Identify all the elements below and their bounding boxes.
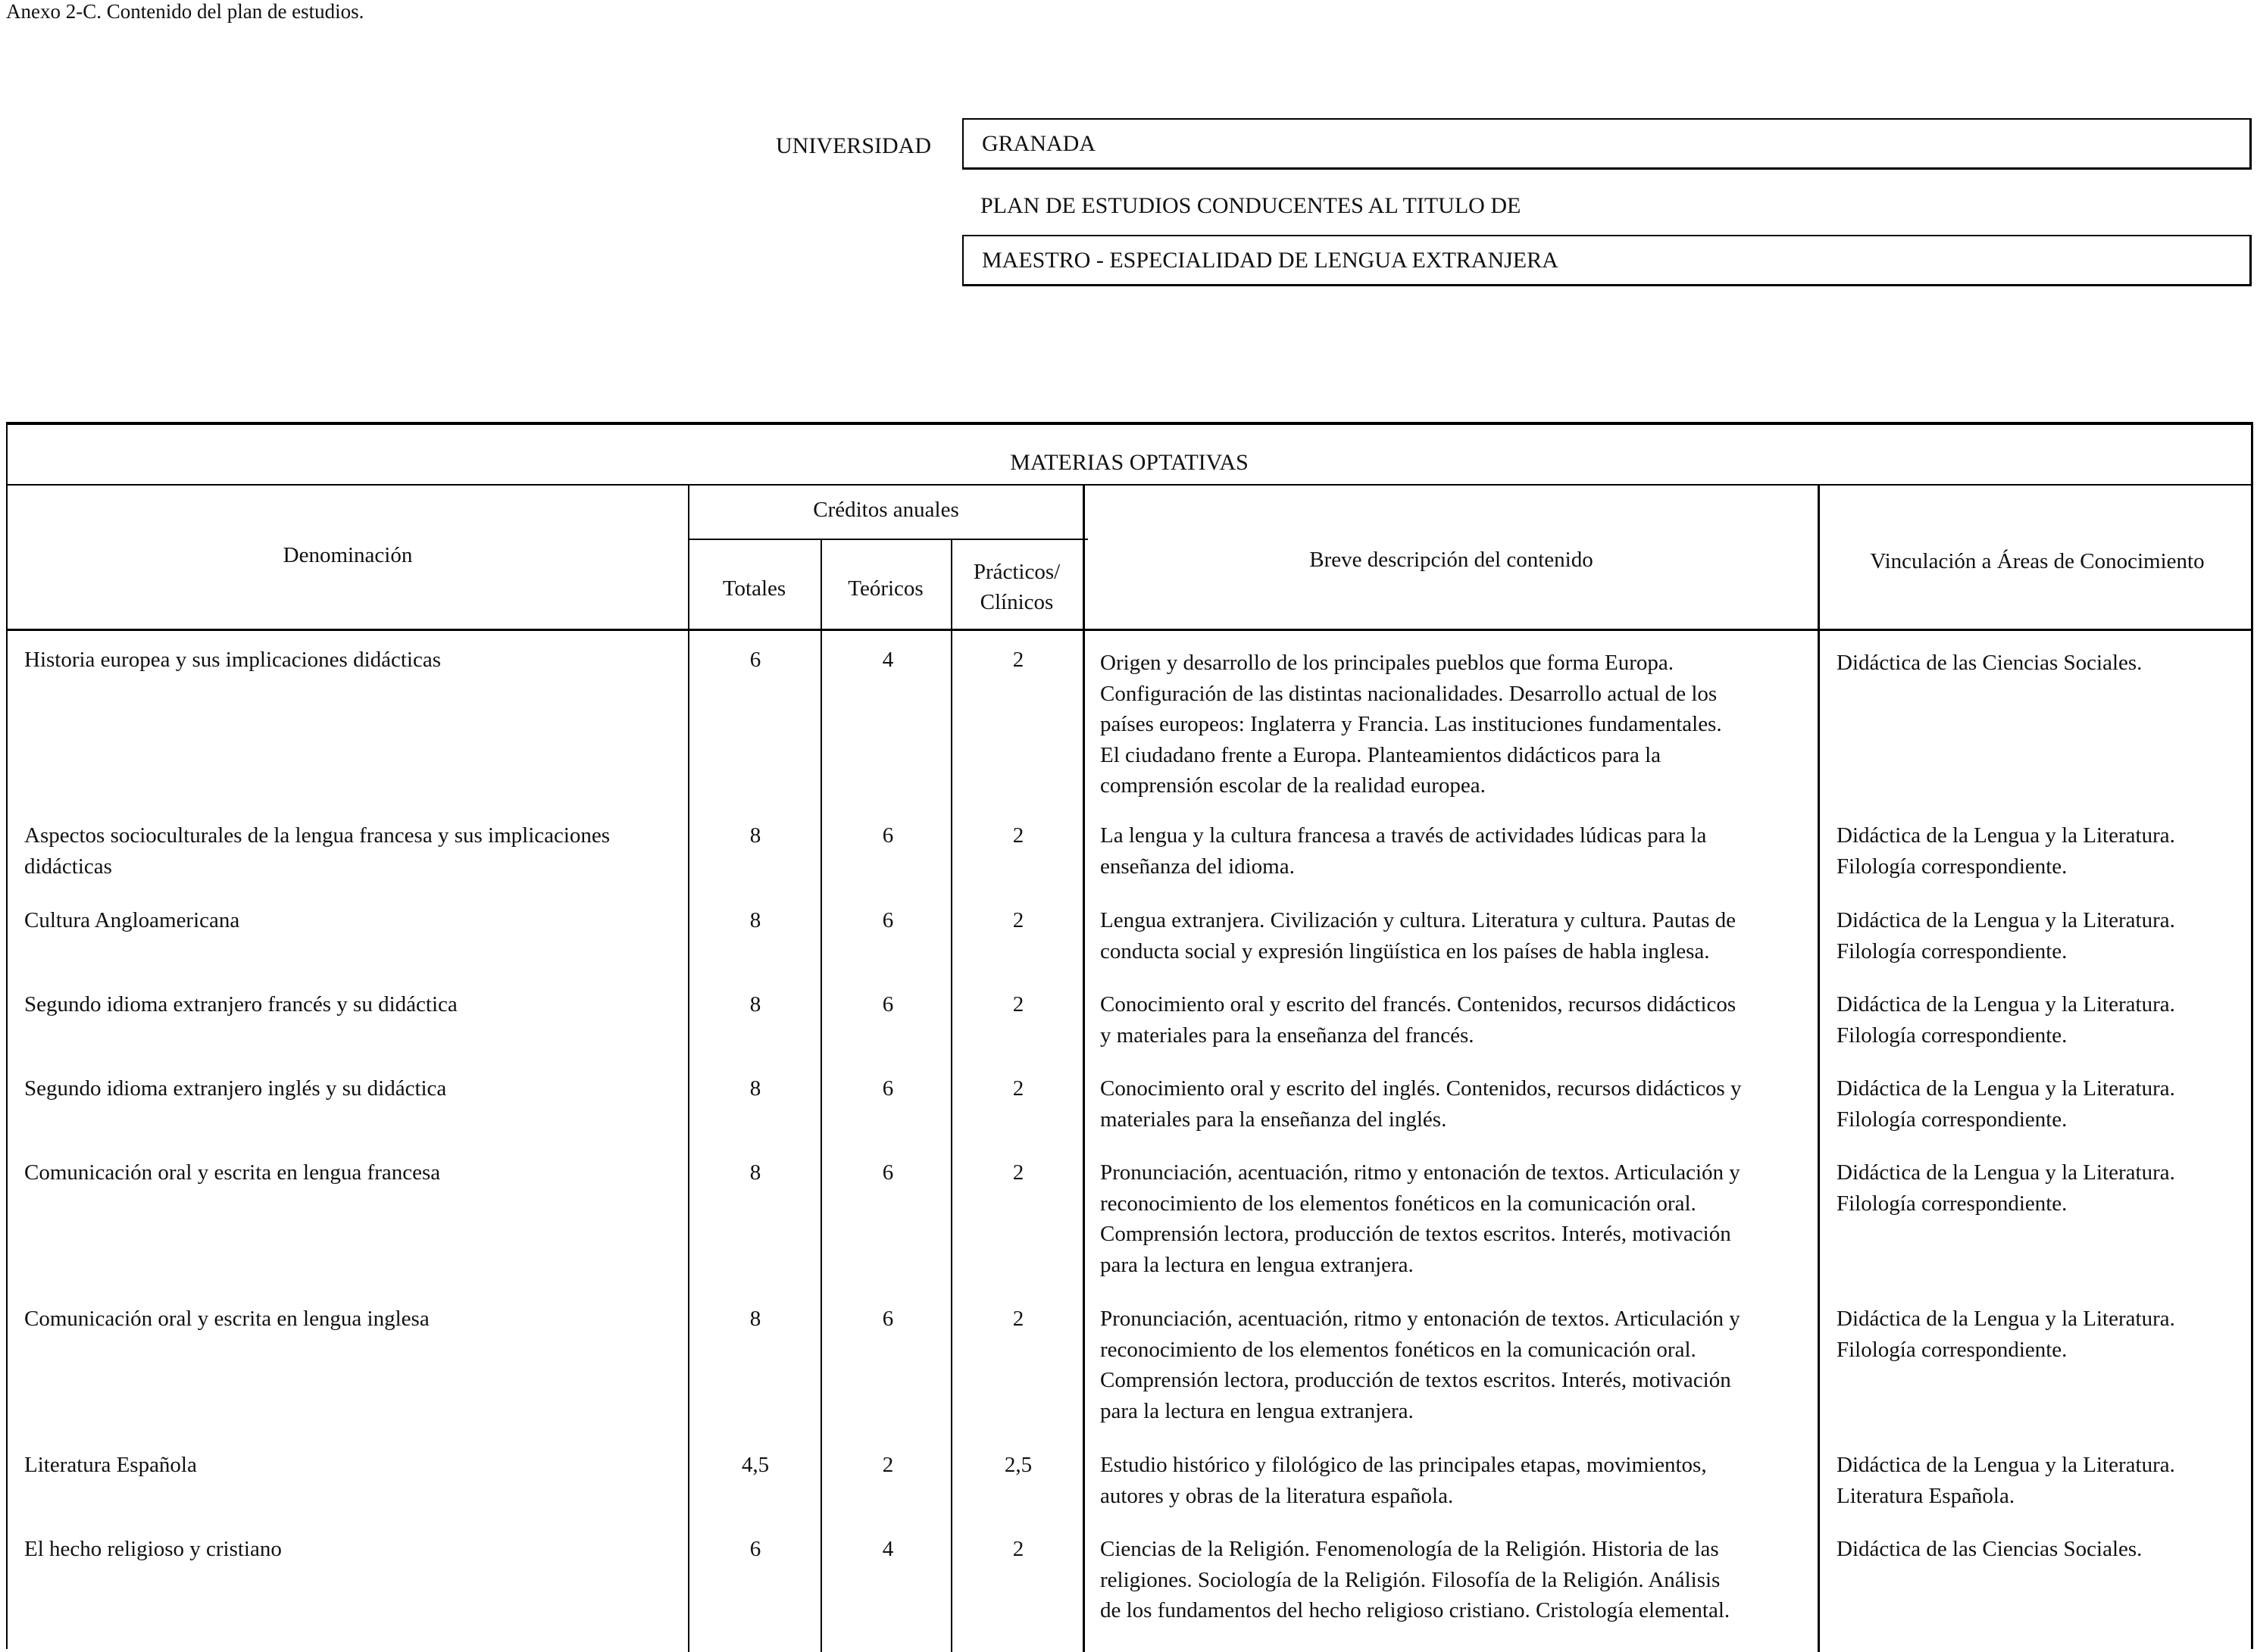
plan-label: PLAN DE ESTUDIOS CONDUCENTES AL TITULO DE xyxy=(980,193,1521,218)
row-practicos: 2 xyxy=(1012,823,1024,848)
row-descripcion: Pronunciación, acentuación, ritmo y entonación de textos. Articulación y reconocimiento de los elementos fonéticos en la comunicación oral. Comprensión lectora, producción de textos escritos. Interés, motivación para la lectura en lengua extranjera. xyxy=(1100,1307,1740,1423)
row-descripcion: Conocimiento oral y escrito del inglés. Contenidos, recursos didácticos y materiales para la enseñanza del inglés. xyxy=(1100,1076,1742,1132)
row-denominacion: Aspectos socioculturales de la lengua francesa y sus implicaciones didácticas xyxy=(24,823,611,879)
row-totales: 8 xyxy=(749,908,761,932)
row-practicos: 2 xyxy=(1012,648,1024,672)
row-teoricos: 6 xyxy=(882,823,894,848)
row-totales: 8 xyxy=(749,992,761,1016)
creditos-divider xyxy=(688,539,1088,540)
row-practicos: 2 xyxy=(1012,1307,1024,1331)
row-vinculacion: Didáctica de la Lengua y la Literatura. Filología correspondiente. xyxy=(1837,992,2175,1048)
university-box xyxy=(962,118,2252,170)
row-descripcion: La lengua y la cultura francesa a través de actividades lúdicas para la enseñanza del idioma. xyxy=(1100,823,1707,879)
row-denominacion: El hecho religioso y cristiano xyxy=(24,1537,282,1561)
row-vinculacion: Didáctica de la Lengua y la Literatura. Filología correspondiente. xyxy=(1837,1307,2175,1362)
row-teoricos: 2 xyxy=(882,1453,894,1477)
header-totales: Totales xyxy=(722,576,786,601)
row-practicos: 2 xyxy=(1012,1076,1024,1101)
row-teoricos: 6 xyxy=(882,1307,894,1331)
materias-table xyxy=(6,422,2253,1649)
header-denominacion: Denominación xyxy=(283,543,413,567)
header-practicos xyxy=(951,557,1083,617)
row-denominacion: Segundo idioma extranjero inglés y su didáctica xyxy=(24,1076,447,1101)
header-teoricos: Teóricos xyxy=(848,576,924,601)
row-descripcion: Estudio histórico y filológico de las principales etapas, movimientos, autores y obras de la literatura española. xyxy=(1100,1453,1707,1508)
degree-title-value: MAESTRO - ESPECIALIDAD DE LENGUA EXTRANJERA xyxy=(982,248,1558,273)
row-totales: 8 xyxy=(749,823,761,848)
row-totales: 4,5 xyxy=(741,1453,770,1477)
row-totales: 6 xyxy=(749,648,761,672)
row-totales: 8 xyxy=(749,1160,761,1185)
row-denominacion: Historia europea y sus implicaciones didácticas xyxy=(24,648,442,672)
row-practicos: 2 xyxy=(1012,992,1024,1016)
university-value: GRANADA xyxy=(982,131,1096,156)
row-teoricos: 4 xyxy=(882,648,894,672)
annex-label: Anexo 2-C. Contenido del plan de estudios. xyxy=(6,0,364,23)
row-denominacion: Comunicación oral y escrita en lengua francesa xyxy=(24,1160,441,1185)
row-practicos: 2 xyxy=(1012,1160,1024,1185)
row-denominacion: Cultura Angloamericana xyxy=(24,908,240,932)
row-vinculacion: Didáctica de la Lengua y la Literatura. Literatura Española. xyxy=(1837,1453,2175,1508)
col-divider-2 xyxy=(821,539,822,1652)
header-practicos-line2: Clínicos xyxy=(980,590,1054,614)
row-vinculacion: Didáctica de la Lengua y la Literatura. Filología correspondiente. xyxy=(1837,1160,2175,1216)
university-label: UNIVERSIDAD xyxy=(776,133,931,158)
header-practicos-line1: Prácticos/ xyxy=(973,560,1061,584)
row-teoricos: 4 xyxy=(882,1537,894,1561)
row-vinculacion: Didáctica de la Lengua y la Literatura. Filología correspondiente. xyxy=(1837,908,2175,963)
row-teoricos: 6 xyxy=(882,992,894,1016)
row-practicos: 2,5 xyxy=(1004,1453,1033,1477)
row-descripcion: Lengua extranjera. Civilización y cultura. Literatura y cultura. Pautas de conducta social y expresión lingüística en los países de habla inglesa. xyxy=(1100,908,1737,963)
row-teoricos: 6 xyxy=(882,908,894,932)
row-practicos: 2 xyxy=(1012,1537,1024,1561)
degree-title-box xyxy=(962,235,2252,286)
col-divider-4 xyxy=(1083,486,1085,1652)
table-title: MATERIAS OPTATIVAS xyxy=(8,425,2251,486)
row-totales: 8 xyxy=(749,1076,761,1101)
header-descripcion: Breve descripción del contenido xyxy=(1309,548,1593,572)
col-divider-1 xyxy=(688,486,689,1652)
row-teoricos: 6 xyxy=(882,1160,894,1185)
row-vinculacion: Didáctica de la Lengua y la Literatura. Filología correspondiente. xyxy=(1837,1076,2175,1132)
header-bottom-rule xyxy=(8,629,2251,631)
row-denominacion: Segundo idioma extranjero francés y su didáctica xyxy=(24,992,458,1016)
header-vinculacion: Vinculación a Áreas de Conocimiento xyxy=(1870,549,2205,573)
row-totales: 8 xyxy=(749,1307,761,1331)
row-descripcion: Pronunciación, acentuación, ritmo y entonación de textos. Articulación y reconocimiento de los elementos fonéticos en la comunicación oral. Comprensión lectora, producción de textos escritos. Interés, motivación para la lectura en lengua extranjera. xyxy=(1100,1160,1740,1277)
row-vinculacion: Didáctica de las Ciencias Sociales. xyxy=(1837,1537,2143,1561)
row-totales: 6 xyxy=(749,1537,761,1561)
row-descripcion: Conocimiento oral y escrito del francés. Contenidos, recursos didácticos y materiales para la enseñanza del francés. xyxy=(1100,992,1737,1048)
header-creditos: Créditos anuales xyxy=(813,498,959,522)
row-denominacion: Literatura Española xyxy=(24,1453,197,1477)
row-descripcion: Origen y desarrollo de los principales pueblos que forma Europa. Configuración de las distintas nacionalidades. Desarrollo actual de los países europeos: Inglaterra y Francia. Las instituciones fundamentales. El ciudadano frente a Europa. Planteamientos didácticos para la comprensión escolar de la realidad europea. xyxy=(1100,651,1722,798)
row-vinculacion: Didáctica de la Lengua y la Literatura. Filología correspondiente. xyxy=(1837,823,2175,879)
row-vinculacion: Didáctica de las Ciencias Sociales. xyxy=(1837,651,2143,675)
row-practicos: 2 xyxy=(1012,908,1024,932)
row-denominacion: Comunicación oral y escrita en lengua inglesa xyxy=(24,1307,430,1331)
row-teoricos: 6 xyxy=(882,1076,894,1101)
row-descripcion: Ciencias de la Religión. Fenomenología de la Religión. Historia de las religiones. Sociología de la Religión. Filosofía de la Religión. Análisis de los fundamentos del hecho religioso cristiano. Cristología elemental. xyxy=(1100,1537,1730,1622)
